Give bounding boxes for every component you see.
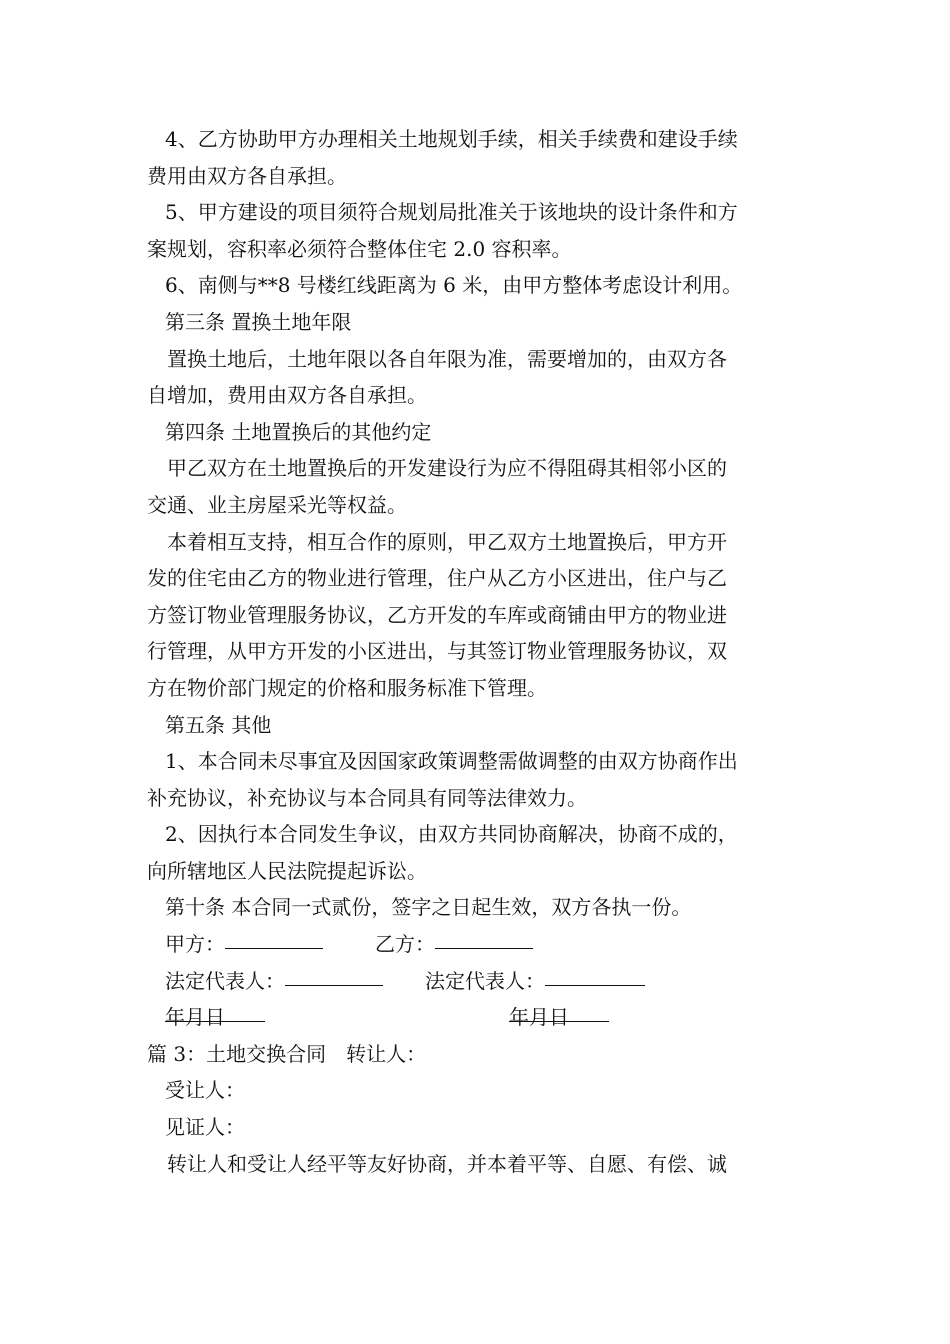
- clause-5-line-2: 案规划，容积率必须符合整体住宅 2.0 容积率。: [147, 236, 572, 261]
- article-4-line-2: 交通、业主房屋采光等权益。: [147, 492, 407, 517]
- rep-b-label: 法定代表人：: [425, 968, 545, 993]
- signature-party-row: [147, 926, 809, 963]
- date-b-day-blank: [549, 999, 593, 1022]
- preamble-line: 转让人和受让人经平等友好协商，并本着平等、自愿、有偿、诚: [167, 1151, 727, 1176]
- article-5-item-1-line-2: 补充协议，补充协议与本合同具有同等法律效力。: [147, 785, 587, 810]
- article-3-line-1: 置换土地后，土地年限以各自年限为准，需要增加的，由双方各: [167, 346, 727, 371]
- transferee-line: 受让人：: [165, 1078, 245, 1103]
- signature-date-row: [147, 999, 809, 1036]
- date-a-month-label: 月: [185, 1005, 205, 1030]
- article-4-para-line-3: 方签订物业管理服务协议，乙方开发的车库或商铺由甲方的物业进: [147, 602, 727, 627]
- article-3-heading: 第三条 置换土地年限: [165, 309, 352, 334]
- rep-b-blank: [545, 963, 645, 986]
- article-4-para-line-5: 方在物价部门规定的价格和服务标准下管理。: [147, 675, 547, 700]
- article-4-line-1: 甲乙双方在土地置换后的开发建设行为应不得阻碍其相邻小区的: [167, 456, 727, 481]
- party-b-label: 乙方：: [375, 932, 435, 957]
- date-a-year-label: 年: [165, 1005, 185, 1030]
- clause-6-line: 6、南侧与**8 号楼红线距离为 6 米，由甲方整体考虑设计利用。: [165, 273, 743, 298]
- rep-a-blank: [285, 963, 383, 986]
- article-5-item-2-line-2: 向所辖地区人民法院提起诉讼。: [147, 858, 427, 883]
- article-3-line-2: 自增加，费用由双方各自承担。: [147, 383, 427, 408]
- document-page: [147, 121, 809, 1182]
- party-b-blank: [435, 926, 533, 949]
- rep-a-label: 法定代表人：: [165, 968, 285, 993]
- article-10-line: 第十条 本合同一式贰份，签字之日起生效，双方各执一份。: [165, 895, 692, 920]
- date-b-day-label: 日: [549, 1005, 569, 1030]
- date-b-month-label: 月: [529, 1005, 549, 1030]
- section-3-title: 篇 3：土地交换合同 转让人：: [147, 1041, 427, 1066]
- witness-line: 见证人：: [165, 1115, 245, 1140]
- clause-4-line-1: 4、乙方协助甲方办理相关土地规划手续，相关手续费和建设手续: [165, 127, 738, 151]
- article-4-para-line-1: 本着相互支持，相互合作的原则，甲乙双方土地置换后，甲方开: [167, 529, 727, 554]
- party-a-blank: [225, 926, 323, 949]
- date-b-year-label: 年: [509, 1005, 529, 1030]
- article-4-heading: 第四条 土地置换后的其他约定: [165, 419, 432, 444]
- clause-4-line-2: 费用由双方各自承担。: [147, 163, 347, 188]
- article-4-para-line-2: 发的住宅由乙方的物业进行管理，住户从乙方小区进出，住户与乙: [147, 566, 727, 591]
- date-a-day-label: 日: [205, 1005, 225, 1030]
- article-5-item-1-line-1: 1、本合同未尽事宜及因国家政策调整需做调整的由双方协商作出: [165, 749, 738, 774]
- article-5-item-2-line-1: 2、因执行本合同发生争议，由双方共同协商解决，协商不成的，: [165, 822, 738, 847]
- article-5-heading: 第五条 其他: [165, 712, 272, 737]
- party-a-label: 甲方：: [165, 932, 225, 957]
- date-a-day-blank: [205, 999, 249, 1022]
- signature-rep-row: [147, 963, 809, 1000]
- article-4-para-line-4: 行管理，从甲方开发的小区进出，与其签订物业管理服务协议，双: [147, 639, 727, 664]
- clause-5-line-1: 5、甲方建设的项目须符合规划局批准关于该地块的设计条件和方: [165, 200, 738, 225]
